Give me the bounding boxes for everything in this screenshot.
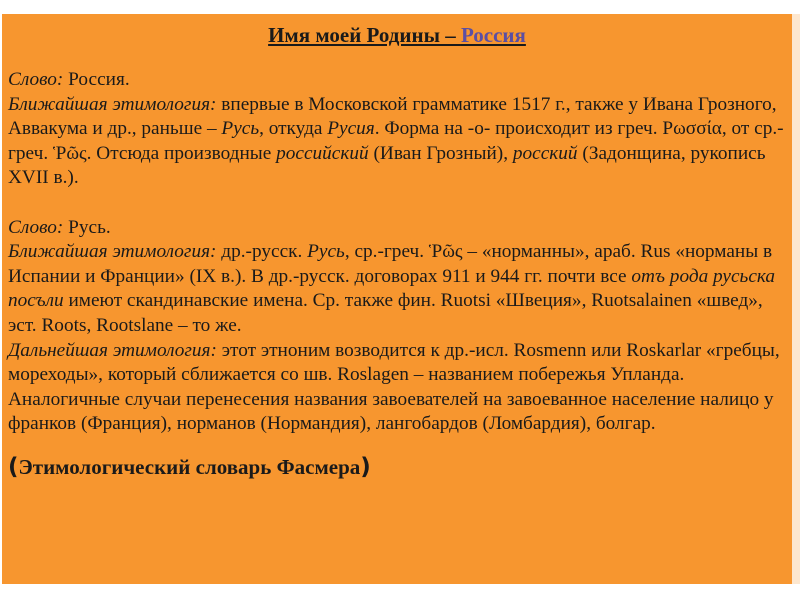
etym-text-1d: (Иван Грозный), bbox=[368, 142, 513, 164]
word-2-dot: . bbox=[105, 216, 111, 238]
etym-word-1a: Русь bbox=[221, 118, 260, 140]
paren-close: ) bbox=[360, 453, 371, 480]
etym-text-1c: . Форма на -о- происходит из греч. Ρωσσία, от ср.-греч. Ῥῶς. Отсюда производные bbox=[8, 118, 784, 164]
word-1: Россия bbox=[68, 69, 125, 90]
etym-text-1e: (Задонщина, рукопись XVII в.). bbox=[8, 142, 766, 189]
etym-text-2c: имеют скандинавские имена. Ср. также фин. Ruotsi «Швеция», Ruotsalainen «швед», эст. Roots, Rootslane – то же. bbox=[8, 290, 763, 336]
word-1-dot: . bbox=[124, 69, 130, 90]
etym-word-1c: российский bbox=[276, 142, 369, 164]
page-title bbox=[8, 20, 786, 50]
entry-rossiya bbox=[8, 68, 786, 191]
title-link[interactable]: Россия bbox=[460, 23, 526, 47]
etym-text-1a: впервые в Московской грамматике 1517 г., также у Ивана Грозного, Аввакума и др., раньше – bbox=[8, 93, 777, 140]
etym-word-1d: росский bbox=[512, 142, 578, 164]
etym-word-1b: Русия bbox=[327, 118, 375, 140]
etym-label-1: Ближайшая этимология: bbox=[8, 93, 217, 115]
etym-text-1b: , откуда bbox=[259, 118, 328, 140]
far-etym-label: Дальнейшая этимология: bbox=[8, 339, 217, 361]
entry-rus bbox=[8, 216, 786, 437]
title-prefix: Имя моей Родины – bbox=[268, 23, 461, 47]
etym-word-2b: отъ рода русьска посъли bbox=[8, 265, 776, 312]
spacer bbox=[8, 191, 786, 216]
word-label-1: Слово: bbox=[8, 69, 64, 90]
source-text: Этимологический словарь Фасмера bbox=[18, 454, 361, 479]
etym-text-2a: др.-русск. bbox=[216, 241, 308, 263]
source-citation bbox=[8, 455, 786, 480]
word-2: Русь bbox=[68, 216, 106, 238]
etym-label-2: Ближайшая этимология: bbox=[8, 241, 217, 263]
slide bbox=[2, 14, 792, 584]
etym-word-2a: Русь bbox=[307, 241, 345, 263]
slide-edge-right bbox=[792, 14, 800, 584]
etym-text-2b: , ср.-греч. Ῥῶς – «норманны», араб. Rus «норманы в Испании и Франции» (IX в.). В др.-русск. договорах 911 и 944 гг. почти все bbox=[8, 241, 773, 287]
slide-content bbox=[8, 20, 786, 480]
paren-open: ( bbox=[8, 453, 19, 480]
far-etym-text: этот этноним возводится к др.-исл. Rosmenn или Roskarlar «гребцы, мореходы», который сближается со шв. Roslagen – названием побережья Упланда. Аналогичные случаи перенесения названия завоевателей на завоеванное население налицо у франков (Франция), норманов (Нормандия), лангобардов (Ломбардия), болгар. bbox=[8, 339, 780, 435]
word-label-2: Слово: bbox=[8, 216, 64, 238]
